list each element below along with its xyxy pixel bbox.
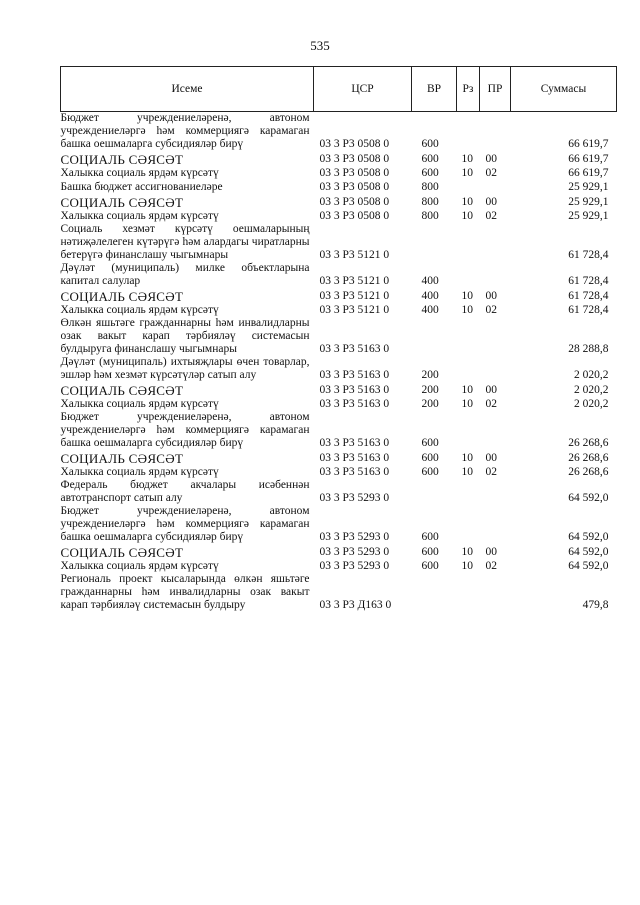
table-row	[61, 209, 617, 223]
cell-rz	[457, 112, 480, 152]
cell-sum: 66 619,7	[568, 167, 609, 179]
cell-vr: 800	[421, 196, 439, 208]
cell-sum: 25 929,1	[568, 210, 609, 222]
cell-name: Бюджет учреждениеләренә, автоном учреждениеләргә һәм коммерциягә карамаган башка оешмаларга субсидияләр бирү	[60, 411, 310, 449]
table-row	[61, 194, 617, 209]
table-row	[61, 559, 617, 573]
cell-vr: 600	[421, 531, 439, 543]
cell-name: СОЦИАЛЬ СӘЯСӘТ	[60, 152, 184, 167]
cell-sum: 2 020,2	[574, 369, 609, 381]
cell-vr: 600	[421, 560, 439, 572]
cell-csr: 03 3 Р3 Д163 0	[319, 599, 392, 611]
cell-pr: 02	[485, 304, 497, 316]
cell-rz	[457, 356, 480, 382]
cell-pr: 02	[485, 466, 497, 478]
cell-vr: 200	[421, 384, 439, 396]
table-row	[61, 450, 617, 465]
cell-csr: 03 3 Р3 5163 0	[319, 384, 390, 396]
cell-pr: 00	[485, 384, 497, 396]
cell-pr	[480, 180, 511, 194]
cell-sum: 61 728,4	[568, 290, 609, 302]
table-row	[61, 317, 617, 356]
cell-csr: 03 3 Р3 5121 0	[319, 249, 390, 261]
cell-name: Өлкән яшьтәге гражданнарны һәм инвалидларны озак вакыт карап тәрбияләү системасын булдыруга финанслашу чыгымнары	[60, 317, 310, 355]
cell-csr: 03 3 Р3 0508 0	[319, 196, 390, 208]
cell-csr: 03 3 Р3 5163 0	[319, 452, 390, 464]
cell-rz: 10	[461, 384, 473, 396]
cell-pr: 00	[485, 546, 497, 558]
cell-pr	[480, 223, 511, 262]
cell-csr: 03 3 Р3 5121 0	[319, 275, 390, 287]
cell-rz: 10	[461, 452, 473, 464]
cell-csr: 03 3 Р3 0508 0	[319, 181, 390, 193]
cell-csr: 03 3 Р3 5121 0	[319, 290, 390, 302]
cell-csr: 03 3 Р3 5163 0	[319, 466, 390, 478]
table-row	[61, 303, 617, 317]
header-name: Исеме	[61, 67, 314, 112]
cell-name: Халыкка социаль ярдәм күрсәтү	[60, 560, 219, 572]
cell-pr: 02	[485, 210, 497, 222]
cell-vr	[412, 317, 457, 356]
cell-csr: 03 3 Р3 5163 0	[319, 398, 390, 410]
cell-csr: 03 3 Р3 5163 0	[319, 437, 390, 449]
cell-vr: 600	[421, 452, 439, 464]
cell-vr	[412, 479, 457, 505]
cell-pr	[480, 411, 511, 450]
cell-sum: 26 268,6	[568, 452, 609, 464]
cell-name: СОЦИАЛЬ СӘЯСӘТ	[60, 195, 184, 210]
cell-sum: 64 592,0	[568, 531, 609, 543]
cell-rz	[457, 505, 480, 544]
cell-sum: 479,8	[582, 599, 609, 611]
cell-csr: 03 3 Р3 5293 0	[319, 492, 390, 504]
cell-csr: 03 3 Р3 0508 0	[319, 153, 390, 165]
cell-csr: 03 3 Р3 5163 0	[319, 343, 390, 355]
cell-sum: 26 268,6	[568, 437, 609, 449]
cell-name: Региональ проект кысаларында өлкән яшьтәге гражданнарны һәм инвалидларны озак вакыт карап тәрбияләү системасын булдыру	[60, 573, 310, 611]
cell-vr: 200	[421, 398, 439, 410]
cell-vr: 600	[421, 437, 439, 449]
cell-rz	[457, 223, 480, 262]
header-rz: Рз	[457, 67, 480, 112]
cell-pr	[480, 317, 511, 356]
cell-pr: 02	[485, 560, 497, 572]
cell-vr: 600	[421, 138, 439, 150]
table-header	[61, 67, 617, 112]
cell-rz	[457, 573, 480, 612]
cell-rz: 10	[461, 153, 473, 165]
cell-csr: 03 3 Р3 0508 0	[319, 210, 390, 222]
cell-pr	[480, 573, 511, 612]
cell-sum: 61 728,4	[568, 275, 609, 287]
cell-vr: 800	[421, 210, 439, 222]
cell-csr: 03 3 Р3 0508 0	[319, 138, 390, 150]
cell-pr	[480, 356, 511, 382]
table-row	[61, 397, 617, 411]
cell-vr: 600	[421, 153, 439, 165]
cell-vr: 600	[421, 167, 439, 179]
table-row	[61, 262, 617, 288]
cell-vr: 400	[421, 275, 439, 287]
cell-pr	[480, 505, 511, 544]
cell-rz: 10	[461, 398, 473, 410]
cell-pr	[480, 112, 511, 152]
cell-pr: 00	[485, 452, 497, 464]
cell-rz: 10	[461, 304, 473, 316]
header-sum: Суммасы	[511, 67, 617, 112]
cell-vr: 800	[421, 181, 439, 193]
table-row	[61, 223, 617, 262]
cell-vr: 400	[421, 304, 439, 316]
cell-vr: 600	[421, 546, 439, 558]
cell-pr: 02	[485, 398, 497, 410]
cell-sum: 2 020,2	[574, 384, 609, 396]
cell-sum: 66 619,7	[568, 153, 609, 165]
cell-pr	[480, 479, 511, 505]
table-body	[61, 112, 617, 613]
cell-name: СОЦИАЛЬ СӘЯСӘТ	[60, 383, 184, 398]
cell-rz	[457, 479, 480, 505]
cell-name: СОЦИАЛЬ СӘЯСӘТ	[60, 545, 184, 560]
cell-rz: 10	[461, 290, 473, 302]
cell-csr: 03 3 Р3 0508 0	[319, 167, 390, 179]
cell-vr: 600	[421, 466, 439, 478]
cell-pr: 00	[485, 153, 497, 165]
cell-name: Халыкка социаль ярдәм күрсәтү	[60, 304, 219, 316]
table-row	[61, 411, 617, 450]
cell-sum: 64 592,0	[568, 492, 609, 504]
cell-rz: 10	[461, 210, 473, 222]
cell-pr	[480, 262, 511, 288]
cell-name: Халыкка социаль ярдәм күрсәтү	[60, 167, 219, 179]
cell-vr	[412, 573, 457, 612]
table-row	[61, 479, 617, 505]
cell-csr: 03 3 Р3 5121 0	[319, 304, 390, 316]
cell-name: Халыкка социаль ярдәм күрсәтү	[60, 210, 219, 222]
cell-name: Дәүләт (муниципаль) милке объектларына капитал салулар	[60, 262, 310, 287]
table-row	[61, 356, 617, 382]
cell-sum: 2 020,2	[574, 398, 609, 410]
cell-sum: 61 728,4	[568, 249, 609, 261]
cell-sum: 25 929,1	[568, 196, 609, 208]
cell-vr: 400	[421, 290, 439, 302]
cell-sum: 64 592,0	[568, 560, 609, 572]
table-row	[61, 382, 617, 397]
cell-pr: 00	[485, 196, 497, 208]
table-row	[61, 544, 617, 559]
cell-name: Бюджет учреждениеләренә, автоном учреждениеләргә һәм коммерциягә карамаган башка оешмаларга субсидияләр бирү	[60, 112, 310, 150]
cell-name: Дәүләт (муниципаль) ихтыяҗлары өчен товарлар, эшләр һәм хезмәт күрсәтүләр сатып алу	[60, 356, 310, 381]
cell-rz: 10	[461, 546, 473, 558]
header-csr: ЦСР	[314, 67, 412, 112]
table-row	[61, 112, 617, 152]
cell-sum: 26 268,6	[568, 466, 609, 478]
cell-rz: 10	[461, 466, 473, 478]
header-pr: ПР	[480, 67, 511, 112]
table-row	[61, 151, 617, 166]
table-row	[61, 573, 617, 612]
cell-rz	[457, 262, 480, 288]
cell-vr: 200	[421, 369, 439, 381]
cell-sum: 66 619,7	[568, 138, 609, 150]
table-row	[61, 465, 617, 479]
cell-sum: 64 592,0	[568, 546, 609, 558]
table-row	[61, 505, 617, 544]
cell-sum: 25 929,1	[568, 181, 609, 193]
table-row	[61, 180, 617, 194]
cell-pr: 00	[485, 290, 497, 302]
cell-rz: 10	[461, 560, 473, 572]
cell-pr: 02	[485, 167, 497, 179]
table-row	[61, 288, 617, 303]
cell-name: Халыкка социаль ярдәм күрсәтү	[60, 466, 219, 478]
cell-csr: 03 3 Р3 5293 0	[319, 546, 390, 558]
cell-name: Федераль бюджет акчалары исәбеннән автотранспорт сатып алу	[60, 479, 310, 504]
cell-rz: 10	[461, 167, 473, 179]
cell-rz	[457, 180, 480, 194]
cell-rz: 10	[461, 196, 473, 208]
cell-name: Бюджет учреждениеләренә, автоном учреждениеләргә һәм коммерциягә карамаган башка оешмаларга субсидияләр бирү	[60, 505, 310, 543]
cell-rz	[457, 411, 480, 450]
cell-name: Халыкка социаль ярдәм күрсәтү	[60, 398, 219, 410]
cell-sum: 61 728,4	[568, 304, 609, 316]
cell-name: СОЦИАЛЬ СӘЯСӘТ	[60, 289, 184, 304]
cell-name: СОЦИАЛЬ СӘЯСӘТ	[60, 451, 184, 466]
cell-name: Башка бюджет ассигнованиеләре	[60, 181, 223, 193]
cell-csr: 03 3 Р3 5163 0	[319, 369, 390, 381]
header-vr: ВР	[412, 67, 457, 112]
page-number: 535	[310, 38, 330, 53]
cell-csr: 03 3 Р3 5293 0	[319, 560, 390, 572]
cell-sum: 28 288,8	[568, 343, 609, 355]
cell-name: Социаль хезмәт күрсәтү оешмаларының нәтиҗәлелеген күтәрүгә һәм алардагы чиратларны бетерүгә финанслашу чыгымнары	[60, 223, 310, 261]
table-row	[61, 166, 617, 180]
budget-table	[60, 66, 617, 612]
cell-csr: 03 3 Р3 5293 0	[319, 531, 390, 543]
cell-vr	[412, 223, 457, 262]
cell-rz	[457, 317, 480, 356]
